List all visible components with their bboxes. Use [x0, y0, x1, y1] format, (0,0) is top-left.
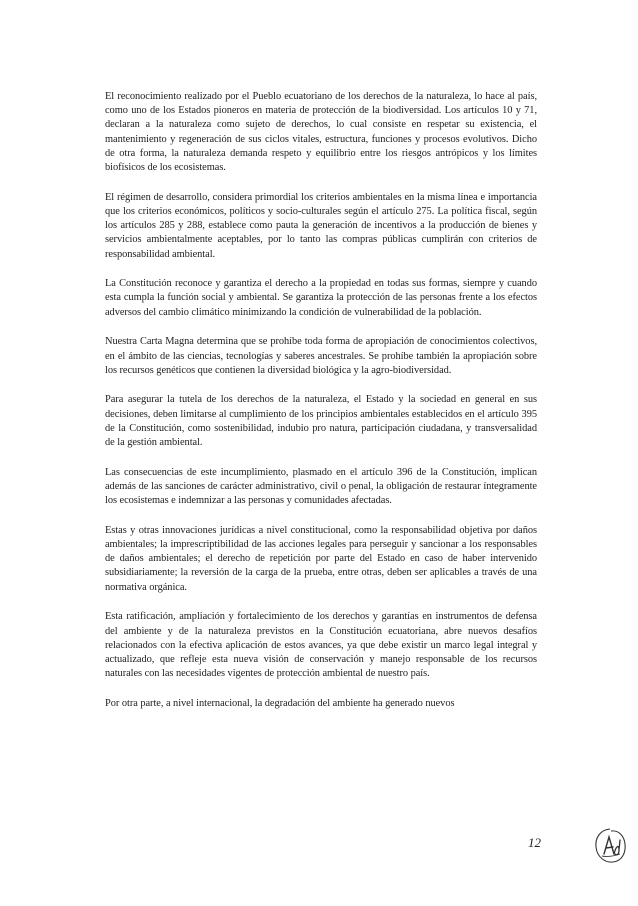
paragraph-4: Nuestra Carta Magna determina que se prohíbe toda forma de apropiación de conocimientos colectivos, en el ámbito de las ciencias, tecnologías y saberes ancestrales. Se prohíbe también la apropiación sobre los recursos genéticos que contienen la diversidad biológica y la agro-biodiversidad. [105, 336, 537, 376]
paragraph-3: La Constitución reconoce y garantiza el derecho a la propiedad en todas sus formas, siempre y cuando esta cumpla la función social y ambiental. Se garantiza la protección de las personas frente a los efectos adversos del cambio climático minimizando la condición de vulnerabilidad de la población. [105, 278, 537, 318]
paragraph-8: Esta ratificación, ampliación y fortalecimiento de los derechos y garantías en instrumentos de defensa del ambiente y de la naturaleza previstos en la Constitución ecuatoriana, abre nuevos desafíos relacionados con la efectiva aplicación de estos avances, ya que debe existir un marco legal integral y actualizado, que refleje esta nueva visión de conservación y manejo responsable de los recursos naturales con las necesidades vigentes de protección ambiental de nuestro país. [105, 611, 537, 680]
paragraph-7: Estas y otras innovaciones jurídicas a nivel constitucional, como la responsabilidad objetiva por daños ambientales; la imprescriptibilidad de las acciones legales para perseguir y sancionar a los responsables de daños ambientales; el derecho de repetición por parte del Estado en caso de haber intervenido subsidiariamente; la reversión de la carga de la prueba, entre otras, deben ser aplicables a través de una normativa orgánica. [105, 524, 537, 593]
document-body [105, 90, 537, 711]
paragraph-1: El reconocimiento realizado por el Pueblo ecuatoriano de los derechos de la naturaleza, lo hace al país, como uno de los Estados pioneros en materia de protección de la biodiversidad. Los artículos 10 y 71, declaran a la naturaleza como sujeto de derechos, lo cual consiste en respetar su existencia, el mantenimiento y regeneración de sus ciclos vitales, estructura, funciones y procesos evolutivos. Dicho de otra forma, la naturaleza demanda respeto y equilibrio entre los riesgos antrópicos y los límites biofísicos de los ecosistemas. [105, 91, 537, 174]
handwritten-initials-icon [592, 826, 628, 866]
paragraph-6: Las consecuencias de este incumplimiento, plasmado en el artículo 396 de la Constitución, implican además de las sanciones de carácter administrativo, civil o penal, la obligación de restaurar íntegramente los ecosistemas e indemnizar a las personas y comunidades afectadas. [105, 466, 537, 507]
paragraph-5: Para asegurar la tutela de los derechos de la naturaleza, el Estado y la sociedad en general en sus decisiones, deben limitarse al cumplimiento de los principios ambientales establecidos en el artículo 395 de la Constitución, como sostenibilidad, indubio pro natura, participación ciudadana, y transversalidad de la gestión ambiental. [105, 394, 537, 449]
paragraph-2: El régimen de desarrollo, considera primordial los criterios ambientales en la misma línea e importancia que los criterios económicos, políticos y socio-culturales según el artículo 275. La política fiscal, según los artículos 285 y 288, establece como pauta la generación de incentivos a la producción de bienes y servicios ambientalmente aceptables, por lo tanto las compras públicas cumplirán con criterios de responsabilidad ambiental. [105, 191, 537, 260]
page-number: 12 [528, 835, 541, 850]
paragraph-9: Por otra parte, a nivel internacional, la degradación del ambiente ha generado nuevos [105, 697, 455, 709]
